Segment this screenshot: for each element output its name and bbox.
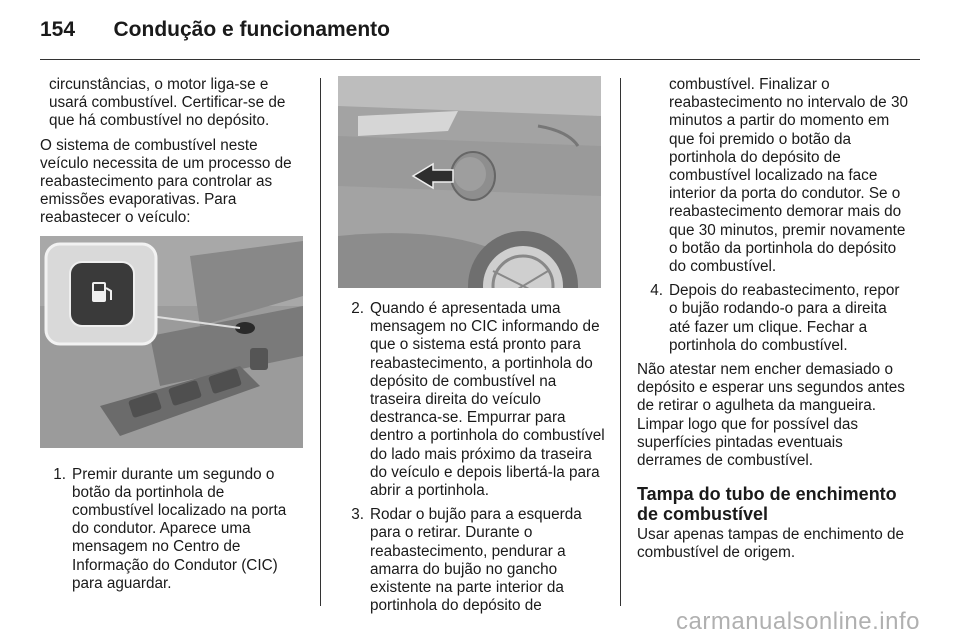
list-item-1 (40, 466, 305, 593)
list-item-4 (637, 282, 909, 355)
paragraph-continuation: circunstâncias, o motor liga-se e usará combustível. Certificar-se de que há combustível no depósito. (49, 76, 286, 130)
page-header (40, 18, 390, 48)
list-item-2 (338, 300, 606, 500)
list-text: Quando é apresentada uma mensagem no CIC informando de que o sistema está pronto para reabastecimento, a portinhola do depósito de combustível na traseira direita do veículo destranca-se. Empurrar para dentro a portinhola do combustível do lado mais próximo da traseira do veículo e depois libertá-la para abrir a portinhola. (370, 300, 605, 500)
column-divider-2 (620, 78, 621, 606)
column-1 (40, 76, 305, 599)
column-divider-1 (320, 78, 321, 606)
header-rule (40, 59, 920, 60)
list-item-3 (338, 506, 606, 615)
fuel-door-image (338, 76, 601, 288)
paragraph-fuel-cap: Usar apenas tampas de enchimento de combustível de origem. (637, 526, 905, 562)
list-text: Rodar o bujão para a esquerda para o retirar. Durante o reabastecimento, pendurar a amarra do bujão no gancho existente na parte interior da portinhola do depósito de (370, 506, 582, 615)
list-number: 3. (351, 506, 364, 524)
list-item-3-continued (637, 76, 909, 276)
chapter-title: Condução e funcionamento (113, 18, 391, 41)
paragraph-fuel-warning: Não atestar nem encher demasiado o depósito e esperar uns segundos antes de retirar o agulheta da mangueira. Limpar logo que for possível das superfícies pintadas eventuais derrames de combustível. (637, 361, 905, 470)
paragraph-fuel-system: O sistema de combustível neste veículo necessita de um processo de reabastecimento para controlar as emissões evaporativas. Para reabastecer o veículo: (40, 136, 292, 227)
section-heading: Tampa do tubo de enchimento de combustível (637, 484, 897, 525)
list-text: Depois do reabastecimento, repor o bujão rodando-o para a direita até fazer um clique. Fechar a portinhola do combustível. (669, 282, 900, 354)
door-button-image (40, 236, 303, 448)
page-number: 154 (40, 18, 76, 41)
list-text: combustível. Finalizar o reabastecimento no intervalo de 30 minutos a partir do momento em que foi premido o botão da portinhola do depósito de combustível localizado na face interior da porta do condutor. Se o reabastecimento demorar mais do que 30 minutos, premir novamente o botão da portinhola do depósito do combustível. (669, 76, 908, 276)
rear-fuel-door-illustration (338, 76, 601, 288)
door-panel-illustration (40, 236, 303, 448)
column-3 (637, 76, 909, 569)
list-text: Premir durante um segundo o botão da portinhola de combustível localizado na porta do condutor. Aparece uma mensagem no Centro de Informação do Condutor (CIC) para aguardar. (72, 465, 287, 592)
list-number: 4. (650, 282, 663, 300)
column-2 (338, 76, 606, 621)
list-number: 1. (53, 465, 66, 483)
list-number: 2. (351, 300, 364, 317)
watermark-brand: carmanualsonline.info (676, 608, 920, 635)
